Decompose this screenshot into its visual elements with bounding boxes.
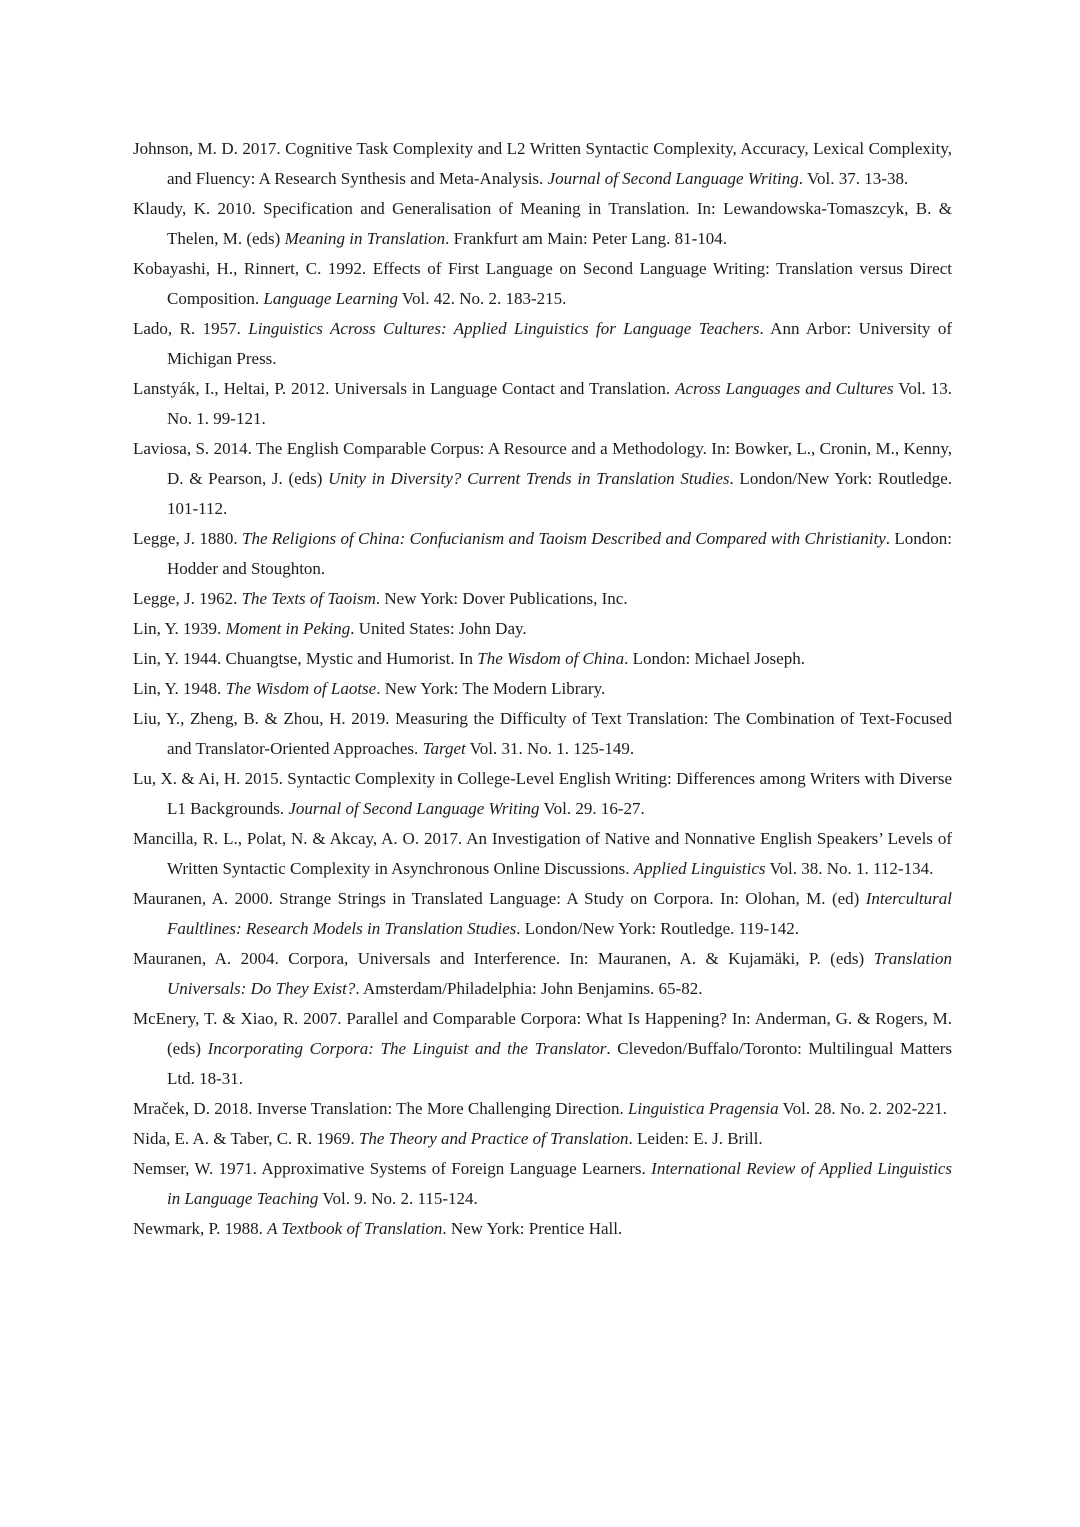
reference-text: Vol. 13. No. 1. 99-121.	[167, 379, 952, 428]
reference-title-italic: Intercultural Faultlines: Research Models in Translation Studies	[167, 889, 952, 938]
reference-item	[133, 434, 952, 524]
reference-text: . New York: Prentice Hall.	[442, 1219, 623, 1238]
reference-text: Mauranen, A. 2004. Corpora, Universals and Interference. In: Mauranen, A. & Kujamäki, P. (eds)	[133, 949, 874, 968]
references-list	[133, 134, 952, 1244]
reference-text: Lu, X. & Ai, H. 2015. Syntactic Complexity in College-Level English Writing: Differences among Writers with Diverse L1 Backgrounds.	[133, 769, 952, 818]
reference-text: Vol. 42. No. 2. 183-215.	[397, 289, 567, 308]
reference-title-italic: The Religions of China: Confucianism and Taoism Described and Compared with Christianity	[241, 529, 886, 548]
reference-title-italic: The Texts of Taoism	[241, 589, 376, 608]
reference-text: . Leiden: E. J. Brill.	[628, 1129, 763, 1148]
reference-text: Klaudy, K. 2010. Specification and Generalisation of Meaning in Translation. In: Lewandowska-Tomaszcyk, B. & Thelen, M. (eds)	[133, 199, 952, 248]
reference-text: Lin, Y. 1944. Chuangtse, Mystic and Humorist. In	[133, 649, 478, 668]
reference-text: Lin, Y. 1939.	[133, 619, 226, 638]
reference-text: Lado, R. 1957.	[133, 319, 249, 338]
reference-item	[133, 524, 952, 584]
reference-item	[133, 1124, 952, 1154]
reference-text: Nida, E. A. & Taber, C. R. 1969.	[133, 1129, 359, 1148]
reference-item	[133, 584, 952, 614]
reference-title-italic: The Wisdom of China	[477, 649, 625, 668]
reference-text: Vol. 38. No. 1. 112-134.	[765, 859, 934, 878]
reference-text: . United States: John Day.	[350, 619, 527, 638]
reference-title-italic: The Wisdom of Laotse	[225, 679, 377, 698]
reference-text: . London/New York: Routledge. 119-142.	[516, 919, 799, 938]
reference-item	[133, 644, 952, 674]
reference-item	[133, 674, 952, 704]
reference-title-italic: Incorporating Corpora: The Linguist and the Translator	[207, 1039, 607, 1058]
reference-title-italic: Across Languages and Cultures	[675, 379, 894, 398]
reference-item	[133, 944, 952, 1004]
reference-item	[133, 824, 952, 884]
reference-text: Johnson, M. D. 2017. Cognitive Task Complexity and L2 Written Syntactic Complexity, Accuracy, Lexical Complexity, and Fluency: A Research Synthesis and Meta-Analysis.	[133, 139, 952, 188]
reference-text: Legge, J. 1962.	[133, 589, 242, 608]
reference-text: Mraček, D. 2018. Inverse Translation: The More Challenging Direction.	[133, 1099, 628, 1118]
reference-item	[133, 254, 952, 314]
reference-item	[133, 134, 952, 194]
reference-title-italic: The Theory and Practice of Translation	[358, 1129, 629, 1148]
reference-text: Mauranen, A. 2000. Strange Strings in Translated Language: A Study on Corpora. In: Olohan, M. (ed)	[133, 889, 866, 908]
reference-title-italic: International Review of Applied Linguistics in Language Teaching	[167, 1159, 952, 1208]
reference-text: . New York: The Modern Library.	[376, 679, 606, 698]
reference-item	[133, 374, 952, 434]
reference-title-italic: Meaning in Translation	[284, 229, 446, 248]
reference-text: . Ann Arbor: University of Michigan Press.	[167, 319, 952, 368]
reference-item	[133, 1094, 952, 1124]
reference-item	[133, 314, 952, 374]
reference-title-italic: Unity in Diversity? Current Trends in Translation Studies	[328, 469, 730, 488]
reference-text: Legge, J. 1880.	[133, 529, 242, 548]
reference-text: McEnery, T. & Xiao, R. 2007. Parallel and Comparable Corpora: What Is Happening? In: Anderman, G. & Rogers, M. (eds)	[133, 1009, 952, 1058]
reference-text: Vol. 28. No. 2. 202-221.	[778, 1099, 948, 1118]
reference-title-italic: Language Learning	[263, 289, 398, 308]
reference-text: . Amsterdam/Philadelphia: John Benjamins. 65-82.	[355, 979, 703, 998]
reference-text: Vol. 29. 16-27.	[539, 799, 645, 818]
reference-text: Newmark, P. 1988.	[133, 1219, 268, 1238]
reference-item	[133, 1214, 952, 1244]
reference-title-italic: Journal of Second Language Writing	[547, 169, 799, 188]
reference-text: . London: Hodder and Stoughton.	[167, 529, 953, 578]
reference-item	[133, 704, 952, 764]
reference-title-italic: Target	[422, 739, 466, 758]
reference-title-italic: Journal of Second Language Writing	[288, 799, 540, 818]
reference-text: Lin, Y. 1948.	[133, 679, 226, 698]
reference-item	[133, 1004, 952, 1094]
reference-text: . New York: Dover Publications, Inc.	[375, 589, 628, 608]
reference-item	[133, 764, 952, 824]
reference-text: Liu, Y., Zheng, B. & Zhou, H. 2019. Measuring the Difficulty of Text Translation: The Combination of Text-Focused and Translator-Oriented Approaches.	[133, 709, 952, 758]
reference-text: Lanstyák, I., Heltai, P. 2012. Universals in Language Contact and Translation.	[133, 379, 676, 398]
reference-text: . Vol. 37. 13-38.	[798, 169, 909, 188]
reference-text: Kobayashi, H., Rinnert, C. 1992. Effects of First Language on Second Language Writing: Translation versus Direct Composition.	[133, 259, 952, 308]
reference-item	[133, 884, 952, 944]
reference-item	[133, 194, 952, 254]
reference-text: . London/New York: Routledge. 101-112.	[167, 469, 952, 518]
reference-title-italic: Linguistics Across Cultures: Applied Linguistics for Language Teachers	[248, 319, 760, 338]
reference-text: . London: Michael Joseph.	[624, 649, 805, 668]
reference-title-italic: Linguistica Pragensia	[627, 1099, 779, 1118]
reference-title-italic: Applied Linguistics	[633, 859, 766, 878]
reference-title-italic: Moment in Peking	[225, 619, 351, 638]
reference-item	[133, 1154, 952, 1214]
reference-item	[133, 614, 952, 644]
reference-text: Vol. 31. No. 1. 125-149.	[465, 739, 635, 758]
reference-text: . Frankfurt am Main: Peter Lang. 81-104.	[445, 229, 727, 248]
reference-text: Nemser, W. 1971. Approximative Systems of Foreign Language Learners.	[133, 1159, 652, 1178]
reference-text: Laviosa, S. 2014. The English Comparable Corpus: A Resource and a Methodology. In: Bowker, L., Cronin, M., Kenny, D. & Pearson, J. (eds)	[133, 439, 952, 488]
reference-text: Mancilla, R. L., Polat, N. & Akcay, A. O. 2017. An Investigation of Native and Nonnative English Speakers’ Levels of Written Syntactic Complexity in Asynchronous Online Discussions.	[133, 829, 952, 878]
reference-title-italic: Translation Universals: Do They Exist?	[167, 949, 952, 998]
reference-text: Vol. 9. No. 2. 115-124.	[318, 1189, 478, 1208]
reference-text: . Clevedon/Buffalo/Toronto: Multilingual Matters Ltd. 18-31.	[167, 1039, 952, 1088]
reference-title-italic: A Textbook of Translation	[267, 1219, 443, 1238]
